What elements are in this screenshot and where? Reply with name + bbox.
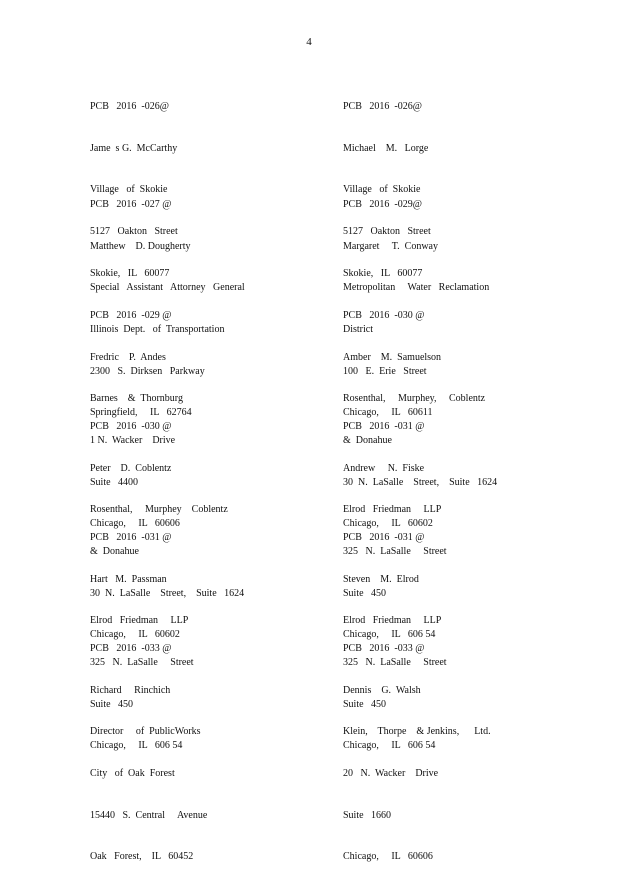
address-line: Special Assistant Attorney General: [90, 282, 245, 294]
address-line: Elrod Friedman LLP: [343, 504, 442, 516]
address-line: PCB 2016 -030 @: [343, 309, 425, 321]
address-line: Village of Skokie: [90, 184, 168, 196]
address-line: City of Oak Forest: [90, 767, 175, 779]
address-line: 30 N. LaSalle Street, Suite 1624: [90, 587, 245, 599]
address-line: 325 N. LaSalle Street: [343, 545, 447, 557]
address-line: Chicago, IL 606 54: [90, 740, 183, 752]
address-line: 1 N. Wacker Drive: [90, 434, 176, 446]
address-line: PCB 2016 -027 @: [90, 198, 172, 210]
address-line: Director of PublicWorks: [90, 726, 201, 738]
address-line: Chicago, IL 606 54: [343, 740, 436, 752]
address-line: Barnes & Thornburg: [90, 393, 183, 405]
address-line: Oak Forest, IL 60452: [90, 851, 194, 863]
address-line: & Donahue: [90, 545, 139, 557]
address-line: PCB 2016 -026@: [90, 100, 169, 112]
address-line: Rosenthal, Murphey Coblentz: [90, 504, 228, 516]
address-line: Steven M. Elrod: [343, 573, 419, 585]
address-line: Skokie, IL 60077: [343, 267, 423, 279]
address-line: 5127 Oakton Street: [343, 225, 431, 237]
address-line: Michael M. Lorge: [343, 142, 429, 154]
address-line: Skokie, IL 60077: [90, 267, 170, 279]
address-line: 325 N. LaSalle Street: [343, 656, 447, 668]
address-line: 2300 S. Dirksen Parkway: [90, 365, 205, 377]
address-line: District: [343, 323, 373, 335]
address-line: Margaret T. Conway: [343, 240, 438, 252]
address-line: Peter D. Coblentz: [90, 462, 172, 474]
address-block: [90, 614, 260, 878]
address-line: PCB 2016 -026@: [343, 100, 422, 112]
address-line: PCB 2016 -031 @: [343, 420, 425, 432]
address-line: PCB 2016 -033 @: [343, 642, 425, 654]
address-line: Chicago, IL 60602: [343, 518, 433, 530]
address-line: Village of Skokie: [343, 184, 421, 196]
address-line: Andrew N. Fiske: [343, 462, 425, 474]
address-line: Richard Rinchich: [90, 684, 171, 696]
address-line: 15440 S. Central Avenue: [90, 809, 208, 821]
address-line: Matthew D. Dougherty: [90, 240, 191, 252]
address-line: Suite 450: [90, 698, 134, 710]
address-line: Hart M. Passman: [90, 573, 167, 585]
address-line: Springfield, IL 62764: [90, 407, 192, 419]
address-line: PCB 2016 -033 @: [90, 642, 172, 654]
address-line: PCB 2016 -031 @: [90, 531, 172, 543]
address-line: PCB 2016 -029 @: [90, 309, 172, 321]
address-line: Amber M. Samuelson: [343, 351, 442, 363]
address-line: Illinois Dept. of Transportation: [90, 323, 225, 335]
address-block: [343, 614, 528, 878]
address-line: Elrod Friedman LLP: [90, 615, 189, 627]
address-line: Chicago, IL 60611: [343, 407, 433, 419]
address-line: Chicago, IL 606 54: [343, 629, 436, 641]
address-line: 20 N. Wacker Drive: [343, 767, 439, 779]
address-line: PCB 2016 -029@: [343, 198, 422, 210]
address-line: Dennis G. Walsh: [343, 684, 421, 696]
address-line: 30 N. LaSalle Street, Suite 1624: [343, 476, 498, 488]
address-line: PCB 2016 -030 @: [90, 420, 172, 432]
address-line: Suite 450: [343, 587, 387, 599]
address-line: Suite 1660: [343, 809, 392, 821]
address-line: PCB 2016 -031 @: [343, 531, 425, 543]
address-line: 325 N. LaSalle Street: [90, 656, 194, 668]
page-number: 4: [306, 36, 312, 48]
address-line: Metropolitan Water Reclamation: [343, 282, 490, 294]
address-line: & Donahue: [343, 434, 392, 446]
address-line: Fredric P. Andes: [90, 351, 166, 363]
address-line: Jame s G. McCarthy: [90, 142, 178, 154]
address-line: Suite 450: [343, 698, 387, 710]
address-line: 100 E. Erie Street: [343, 365, 427, 377]
address-line: Klein, Thorpe & Jenkins, Ltd.: [343, 726, 491, 738]
address-line: Chicago, IL 60606: [343, 851, 433, 863]
address-line: Chicago, IL 60602: [90, 629, 180, 641]
address-line: Chicago, IL 60606: [90, 518, 180, 530]
address-line: Suite 4400: [90, 476, 139, 488]
address-line: Elrod Friedman LLP: [343, 615, 442, 627]
address-line: Rosenthal, Murphey, Coblentz: [343, 393, 486, 405]
address-line: 5127 Oakton Street: [90, 225, 178, 237]
